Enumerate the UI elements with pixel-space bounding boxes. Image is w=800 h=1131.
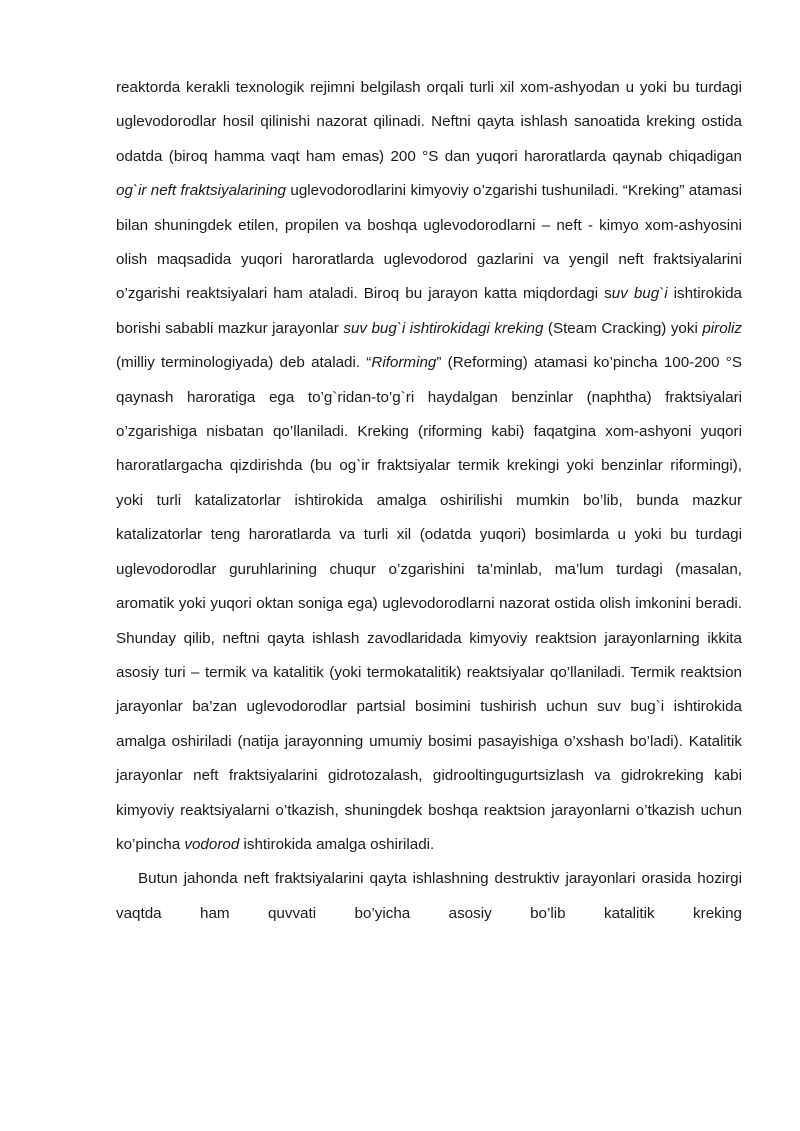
text-run: ishtirokida amalga oshiriladi. <box>239 835 435 853</box>
italic-term: piroliz <box>702 319 743 337</box>
text-run: (milliy terminologiyada) deb ataladi. “ <box>116 354 372 372</box>
italic-term: Riforming <box>371 354 437 372</box>
text-run: reaktorda kerakli texnologik rejimni belgilash orqali turli xil xom-ashyodan u yoki bu turdagi uglevodorodlar hosil qilinishi nazorat qilinadi. Neftni qayta ishlash sanoatida kreking ostida odatda (biroq hamma vaqt ham emas) 200 °S dan yuqori haroratlarda qaynab chiqadigan <box>116 79 742 165</box>
italic-term: og`ir neft fraktsiyalarining <box>116 182 286 200</box>
text-run: uglevodorodlarini kimyoviy o’zgarishi tushuniladi. “Kreking” atamasi bilan shuningdek etilen, propilen va boshqa uglevodorodlarni – neft - kimyo xom-ashyosini olish maqsadida yuqori haroratlarda uglevodorod gazlarini va yengil neft fraktsiyalarini o’zgarishi reaktsiyalari ham ataladi. Biroq bu jarayon katta miqdordagi s <box>116 182 742 303</box>
italic-term: uv bug`i <box>611 285 668 303</box>
paragraph-1 <box>116 71 742 862</box>
text-run: ” (Reforming) atamasi ko’pincha 100-200 °S qaynash haroratiga ega to’g`ridan-to’g`ri haydalgan benzinlar (naphtha) fraktsiyalari o’zgarishiga nisbatan qo’llaniladi. Kreking (riforming kabi) faqatgina xom-ashyoni yuqori haroratlargacha qizdirishda (bu og`ir fraktsiyalar termik krekingi yoki benzinlar riformingi), yoki turli katalizatorlar ishtirokida amalga oshirilishi mumkin bo’lib, bunda mazkur katalizatorlar teng haroratlarda va turli xil (odatda yuqori) bosimlarda u yoki bu turdagi uglevodorodlar guruhlarining chuqur o’zgarishini ta’minlab, ma’lum turdagi (masalan, aromatik yoki yuqori oktan soniga ega) uglevodorodlarni nazorat ostida olish imkonini beradi. Shunday qilib, neftni qayta ishlash zavodlaridada kimyoviy reaktsion jarayonlarning ikkita asosiy turi – termik va katalitik (yoki termokatalitik) reaktsiyalar qo’llaniladi. Termik reaktsion jarayonlar ba’zan uglevodorodlar partsial bosimini tushirish uchun suv bug`i ishtirokida amalga oshiriladi (natija jarayonning umumiy bosimi pasayishiga o’xshash bo’ladi). Katalitik jarayonlar neft fraktsiyalarini gidrotozalash, gidrooltingugurtsizlash va gidrokreking kabi kimyoviy reaktsiyalarni o’tkazish, shuningdek boshqa reaktsion jarayonlarni o’tkazish uchun ko’pincha <box>116 354 743 853</box>
text-run: Butun jahonda neft fraktsiyalarini qayta ishlashning destruktiv jarayonlari orasida hozirgi vaqtda ham quvvati bo’yicha asosiy bo’lib katalitik kreking <box>116 870 742 922</box>
body-text <box>116 71 742 931</box>
italic-term: vodorod <box>184 835 240 853</box>
text-run: (Steam Cracking) yoki <box>543 319 703 337</box>
italic-term: suv bug`i ishtirokidagi kreking <box>343 319 544 337</box>
text-run: ishtirokida borishi sababli mazkur jarayonlar <box>116 285 742 337</box>
paragraph-2 <box>116 862 742 931</box>
